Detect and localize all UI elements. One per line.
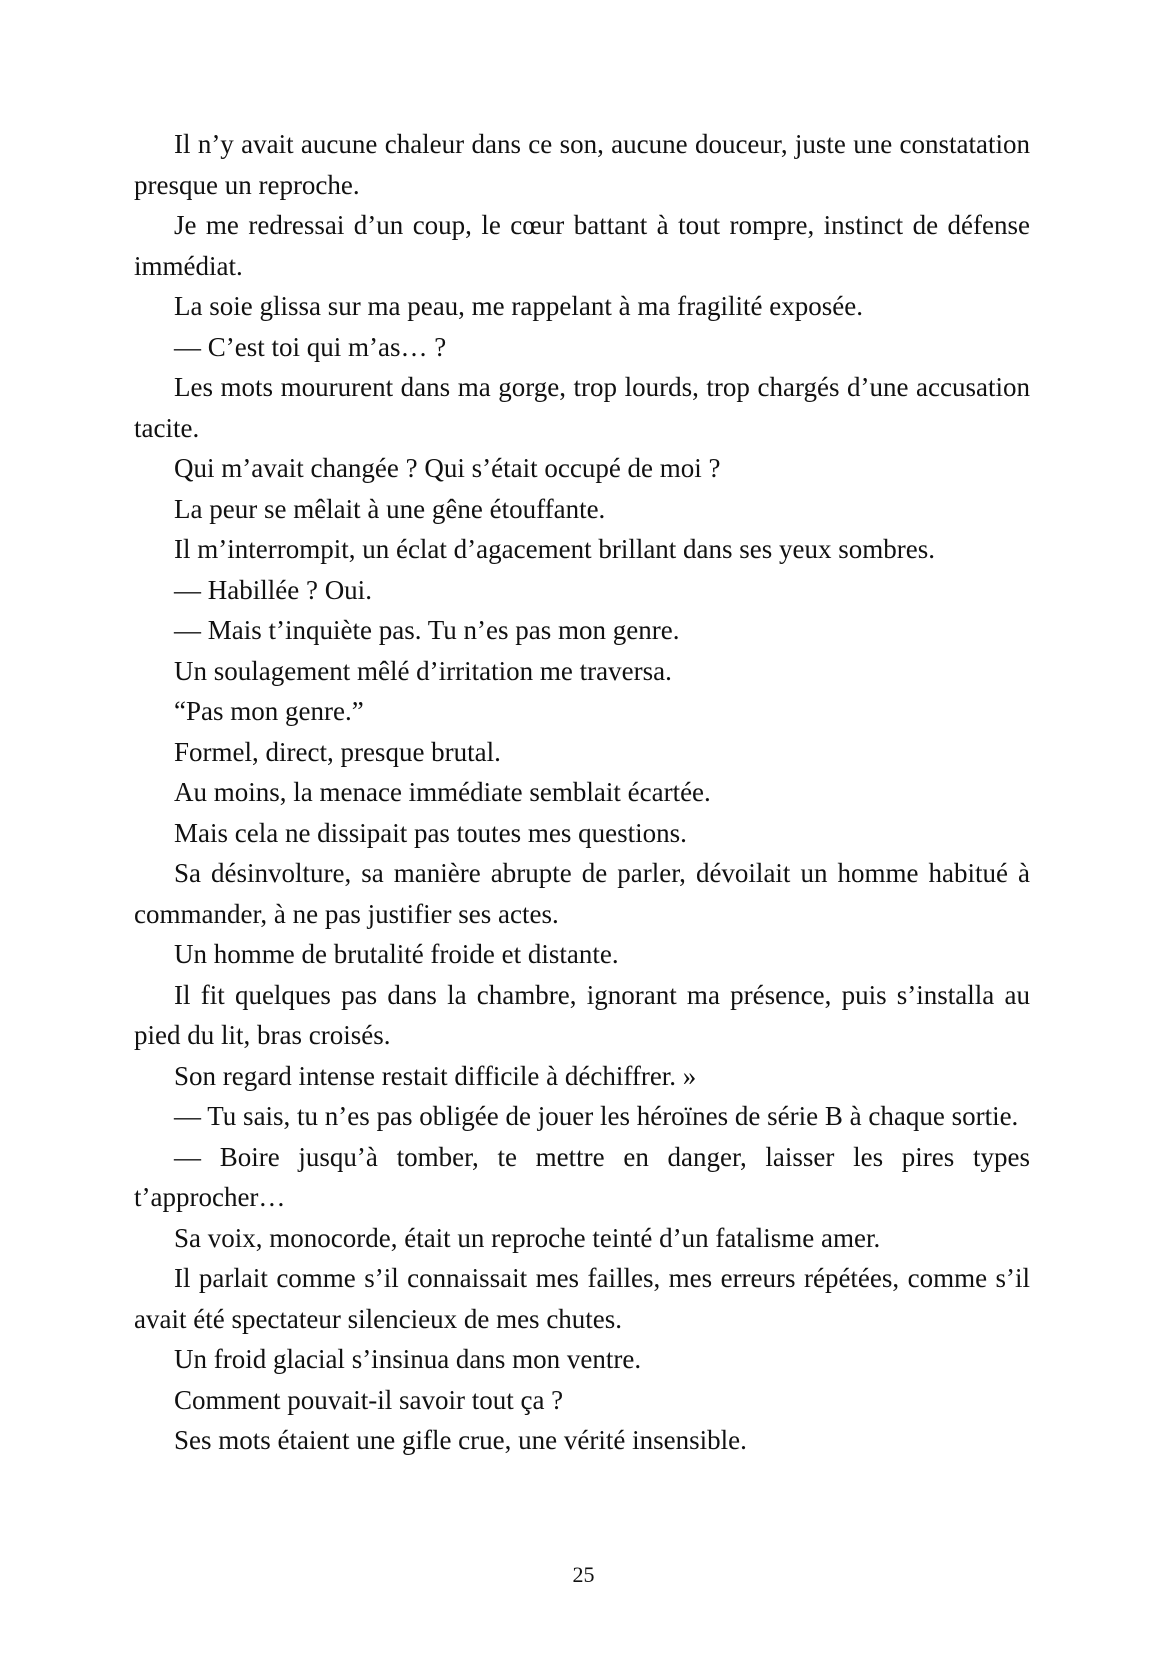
dialogue-line: — C’est toi qui m’as… ? [174,331,447,362]
paragraph: “Pas mon genre.” [174,696,364,726]
body-text [134,124,1030,1461]
paragraph: Comment pouvait-il savoir tout ça ? [174,1384,564,1415]
paragraph: Son regard intense restait difficile à déchiffrer. » [174,1060,697,1091]
page-number: 25 [572,1562,595,1587]
paragraph: Il m’interrompit, un éclat d’agacement brillant dans ses yeux sombres. [174,534,936,564]
paragraph: Sa désinvolture, sa manière abrupte de parler, dévoilait un homme habitué à commander, à ne pas justifier ses actes. [134,858,1030,929]
paragraph: Il n’y avait aucune chaleur dans ce son, aucune douceur, juste une constatation presque un reproche. [134,129,1030,200]
paragraph: La peur se mêlait à une gêne étouffante. [174,493,606,524]
dialogue-line: — Boire jusqu’à tomber, te mettre en danger, laisser les pires types t’approcher… [134,1141,1030,1212]
paragraph: Il fit quelques pas dans la chambre, ignorant ma présence, puis s’installa au pied du lit, bras croisés. [134,979,1030,1050]
paragraph: Un soulagement mêlé d’irritation me traversa. [174,655,672,686]
paragraph: Un homme de brutalité froide et distante. [174,939,619,969]
paragraph: Qui m’avait changée ? Qui s’était occupé de moi ? [174,453,721,483]
paragraph: Au moins, la menace immédiate semblait écartée. [174,777,711,807]
paragraph: Un froid glacial s’insinua dans mon ventre. [174,1344,642,1374]
paragraph: Je me redressai d’un coup, le cœur battant à tout rompre, instinct de défense immédiat. [134,210,1030,281]
paragraph: La soie glissa sur ma peau, me rappelant à ma fragilité exposée. [174,291,863,321]
paragraph: Il parlait comme s’il connaissait mes failles, mes erreurs répétées, comme s’il avait été spectateur silencieux de mes chutes. [134,1263,1030,1334]
paragraph: Mais cela ne dissipait pas toutes mes questions. [174,817,687,848]
dialogue-line: — Habillée ? Oui. [174,574,372,605]
paragraph: Les mots moururent dans ma gorge, trop lourds, trop chargés d’une accusation tacite. [134,372,1030,443]
paragraph: Ses mots étaient une gifle crue, une vérité insensible. [174,1425,747,1455]
paragraph: Formel, direct, presque brutal. [174,736,501,767]
paragraph: Sa voix, monocorde, était un reproche teinté d’un fatalisme amer. [174,1222,881,1253]
dialogue-line: — Tu sais, tu n’es pas obligée de jouer les héroïnes de série B à chaque sortie. [174,1101,1019,1131]
dialogue-line: — Mais t’inquiète pas. Tu n’es pas mon genre. [174,615,680,645]
